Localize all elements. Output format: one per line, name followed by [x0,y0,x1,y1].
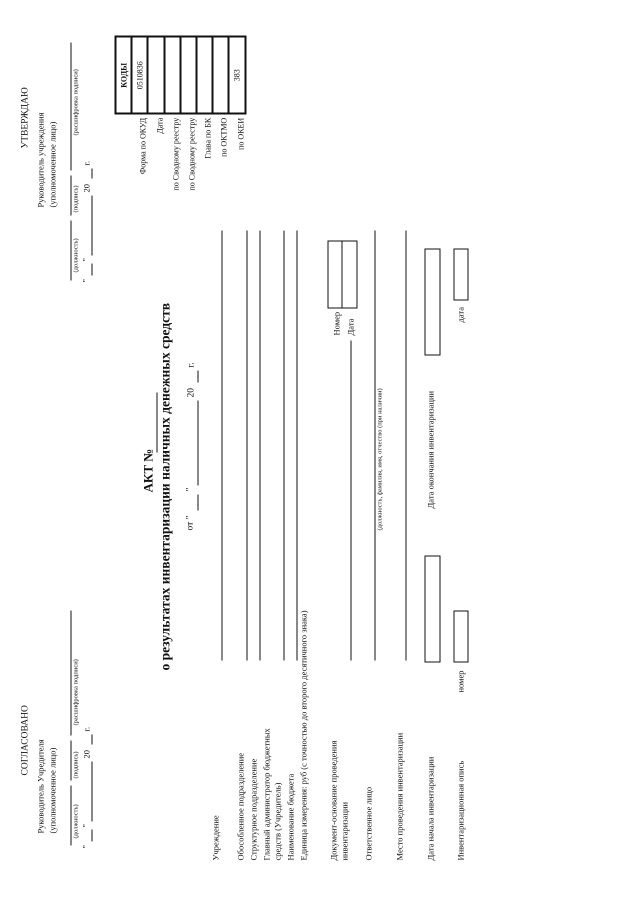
code-value[interactable]: 383 [228,36,244,113]
approved-quote-open: " [80,278,90,282]
responsible-hint: (должность, фамилия, имя, отчество (при наличии) [376,387,383,530]
code-label: по Сводному реестру [170,117,180,190]
approved-day-line[interactable] [91,263,92,275]
codes-table [114,35,246,190]
label-start-date: Дата начала инвентаризации [425,756,435,860]
doc-number-field[interactable] [327,240,342,308]
code-value[interactable] [212,36,228,113]
inventory-date-field[interactable] [453,248,468,300]
agreed-month-line[interactable] [91,761,92,821]
code-row-okud [131,36,147,190]
approved-caption: УТВЕРЖДАЮ [20,86,30,148]
approved-signature-line[interactable] [70,175,71,215]
title-month-line[interactable] [197,400,198,485]
code-value[interactable]: 0510836 [131,36,147,113]
label-responsible: Ответственное лицо [363,786,373,860]
place-line[interactable] [405,230,406,660]
approved-sub-position: (должность) [72,237,79,272]
responsible-line[interactable] [374,230,375,660]
label-end-date: Дата окончания инвентаризации [425,390,435,508]
label-inventory-list: Инвентаризационная опись [455,760,465,860]
end-date-field[interactable] [424,248,440,355]
label-basis-doc-2: инвентаризации [339,801,349,860]
title-year-line[interactable] [197,370,198,382]
title-year-suffix: г. [186,361,196,367]
act-subject: о результатах инвентаризации наличных денежных средств [157,302,172,670]
doc-date-field[interactable] [342,240,357,308]
approved-position-line[interactable] [70,220,71,280]
agreed-sub-position: (должность) [72,803,79,838]
doc-date-label: Дата [345,318,355,335]
code-value[interactable] [147,36,163,113]
approved-decoding-line[interactable] [70,42,71,170]
label-place: Место проведения инвентаризации [394,732,404,860]
inventory-number-field[interactable] [453,610,468,662]
label-budget-name: Наименование бюджета [285,773,295,860]
label-date: дата [455,306,465,322]
inventory-act-form [0,5,640,900]
agreed-head-line1: Руководитель Учредителя [35,738,45,833]
approved-sub-signature: (подпись) [72,185,79,212]
label-separate-division: Обособленное подразделение [235,752,245,860]
agreed-year-suffix: г. [81,726,91,731]
approved-quote-close: " [80,257,90,261]
agreed-quote-open: " [80,844,90,848]
basis-doc-line[interactable] [350,340,351,660]
code-label: по Сводному реестру [186,117,196,190]
title-day-line[interactable] [197,494,198,510]
agreed-year-line[interactable] [91,734,92,744]
code-value[interactable] [180,36,196,113]
agreed-quote-close: " [80,823,90,827]
approved-year-line[interactable] [91,168,92,178]
label-institution: Учреждение [210,814,220,860]
agreed-signature-line[interactable] [70,740,71,780]
agreed-day-line[interactable] [91,829,92,841]
approved-month-line[interactable] [91,195,92,255]
agreed-year-prefix: 20 [81,749,91,758]
label-unit: Единица измерения: руб (с точностью до второго десятичного знака) [298,609,308,860]
approved-head-line2: (уполномоченное лицо) [47,121,57,207]
code-label: по ОКТМО [219,117,229,157]
title-date-from: от " [185,514,195,530]
code-value[interactable] [164,36,180,113]
codes-header: КОДЫ [115,36,131,113]
label-chief-admin-2: средств (Учредитель) [272,782,282,860]
title-year-prefix: 20 [186,387,196,397]
approved-sub-decoding: (расшифровка подписи) [72,68,79,135]
code-label: Дата [154,117,164,134]
code-row-okei [228,36,244,190]
structural-division-line[interactable] [259,230,260,660]
label-chief-admin-1: Главный администратор бюджетных [261,727,271,860]
doc-number-label: Номер [331,311,341,335]
code-label: Глава по БК [203,117,213,159]
code-row-bk [196,36,212,190]
approved-year-prefix: 20 [81,183,91,192]
code-row-registry-1 [164,36,180,190]
institution-line[interactable] [221,230,222,660]
label-basis-doc-1: Документ-основание проведения [328,740,338,860]
chief-admin-line[interactable] [283,230,284,660]
label-number: номер [455,669,465,692]
agreed-caption: СОГЛАСОВАНО [20,704,30,775]
budget-name-line[interactable] [296,230,297,660]
agreed-decoding-line[interactable] [70,610,71,735]
title-quote-close: " [185,487,195,491]
start-date-field[interactable] [424,555,440,662]
code-label: по ОКЕИ [235,117,245,150]
code-row-registry-2 [180,36,196,190]
agreed-sub-signature: (подпись) [72,751,79,778]
agreed-head-line2: (уполномоченное лицо) [47,747,57,833]
agreed-position-line[interactable] [70,785,71,845]
approved-year-suffix: г. [81,160,91,165]
label-structural-division: Структурное подразделение [248,758,258,860]
code-row-date [147,36,163,190]
code-value[interactable] [196,36,212,113]
code-row-oktmo [212,36,228,190]
approved-head-line1: Руководитель учреждения [35,111,45,207]
code-label: Форма по ОКУД [138,117,148,174]
act-number-label: АКТ № [140,448,155,492]
agreed-sub-decoding: (расшифровка подписи) [72,658,79,725]
separate-division-line[interactable] [246,230,247,660]
